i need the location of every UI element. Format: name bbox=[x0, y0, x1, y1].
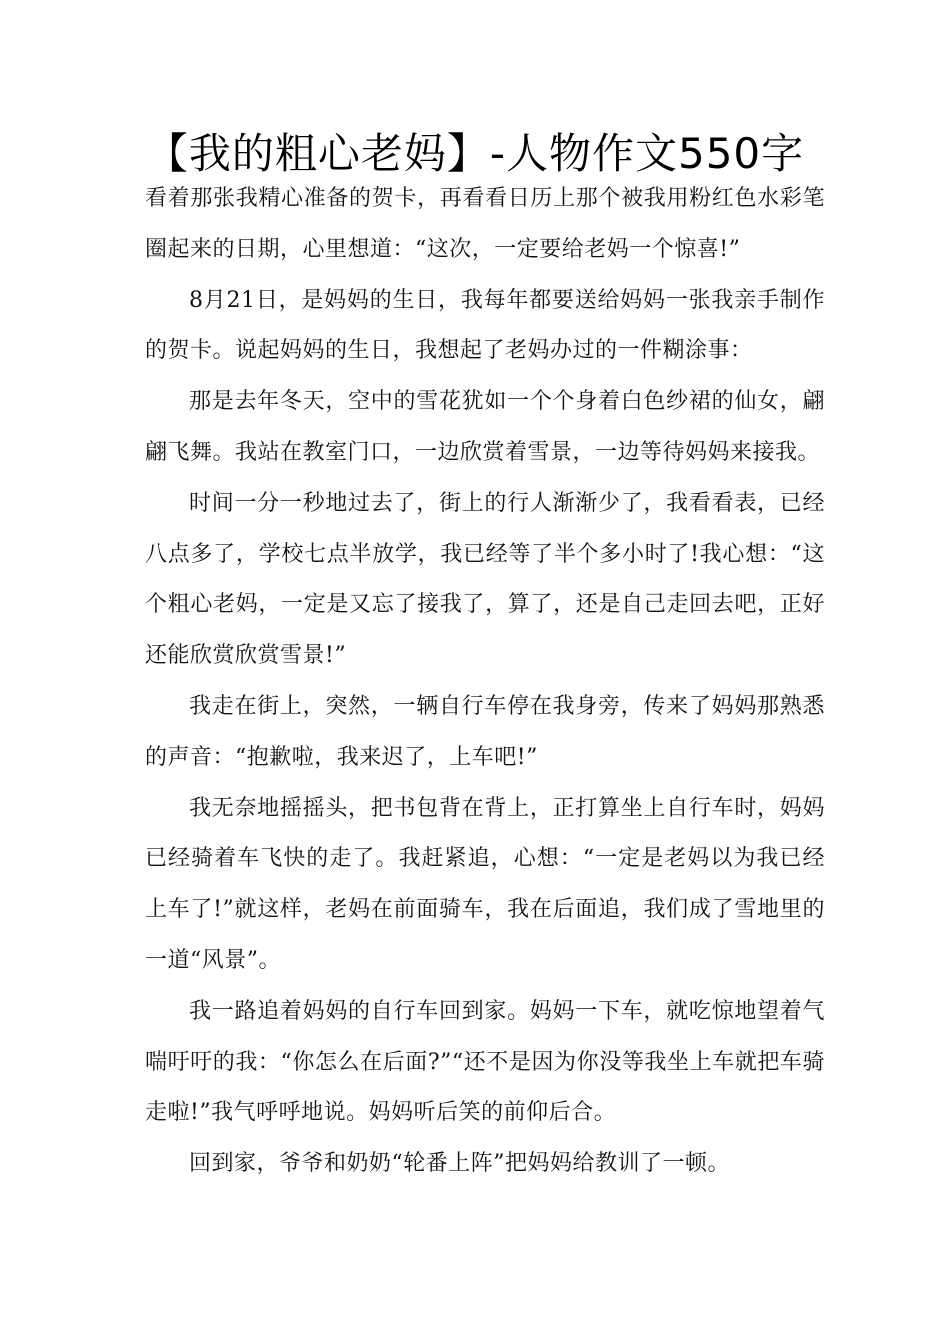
paragraph-1: 看着那张我精心准备的贺卡，再看看日历上那个被我用粉红色水彩笔圈起来的日期，心里想道：“这次，一定要给老妈一个惊喜!” bbox=[145, 186, 825, 262]
paragraph-5: 我走在街上，突然，一辆自行车停在我身旁，传来了妈妈那熟悉的声音：“抱歉啦，我来迟了，上车吧!” bbox=[145, 693, 825, 770]
document-body bbox=[145, 174, 825, 1190]
paragraph-2: 8月21日，是妈妈的生日，我每年都要送给妈妈一张我亲手制作的贺卡。说起妈妈的生日，我想起了老妈办过的一件糊涂事： bbox=[145, 287, 825, 364]
paragraph-7: 我一路追着妈妈的自行车回到家。妈妈一下车，就吃惊地望着气喘吁吁的我：“你怎么在后面?”“还不是因为你没等我坐上车就把车骑走啦!”我气呼呼地说。妈妈听后笑的前仰后合。 bbox=[145, 998, 825, 1126]
paragraph-8: 回到家，爷爷和奶奶“轮番上阵”把妈妈给教训了一顿。 bbox=[189, 1151, 730, 1177]
document-title: 【我的粗心老妈】-人物作文550字 bbox=[145, 129, 805, 178]
paragraph-3: 那是去年冬天，空中的雪花犹如一个个身着白色纱裙的仙女，翩翩飞舞。我站在教室门口，一边欣赏着雪景，一边等待妈妈来接我。 bbox=[145, 389, 825, 465]
paragraph-4: 时间一分一秒地过去了，街上的行人渐渐少了，我看看表，已经八点多了，学校七点半放学，我已经等了半个多小时了!我心想：“这个粗心老妈，一定是又忘了接我了，算了，还是自己走回去吧，正好还能欣赏欣赏雪景!” bbox=[145, 490, 825, 669]
paragraph-6: 我无奈地摇摇头，把书包背在背上，正打算坐上自行车时，妈妈已经骑着车飞快的走了。我赶紧追，心想：“一定是老妈以为我已经上车了!”就这样，老妈在前面骑车，我在后面追，我们成了雪地里的一道“风景”。 bbox=[145, 795, 825, 973]
